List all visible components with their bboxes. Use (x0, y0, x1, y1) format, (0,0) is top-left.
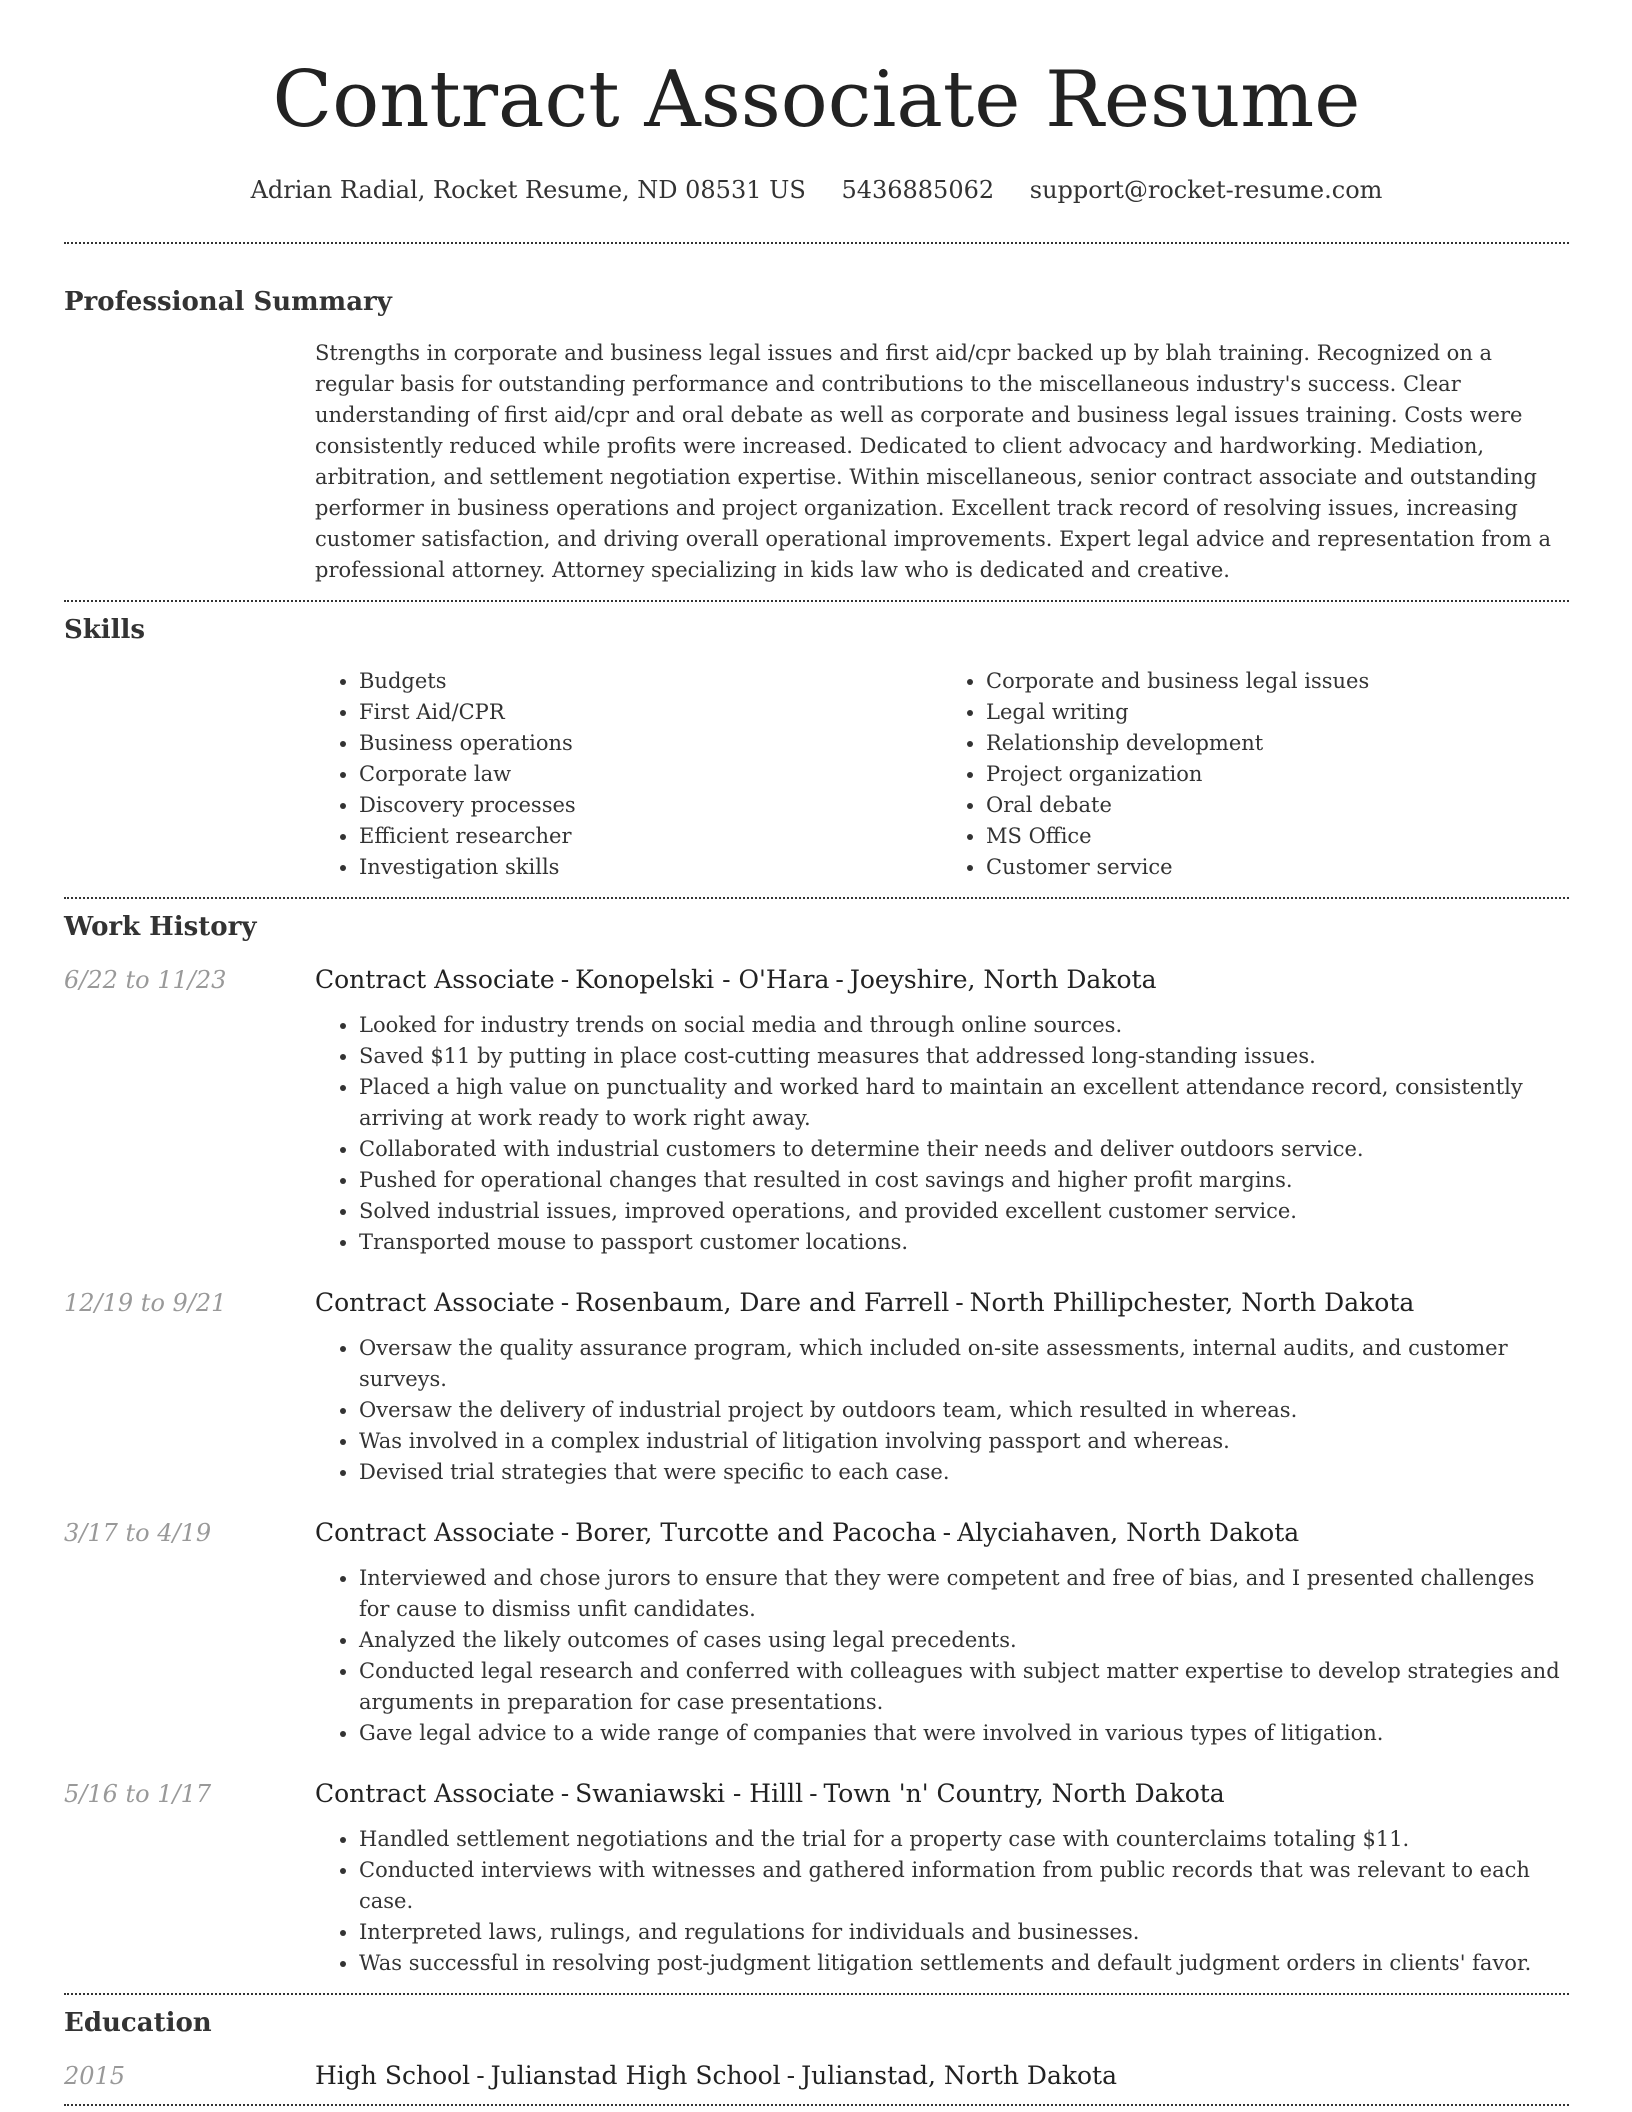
skill-item: • Project organization (986, 759, 1569, 790)
resume-title: Contract Associate Resume (272, 55, 1361, 145)
job-bullets (315, 1824, 1569, 1979)
job-location: Joeyshire, North Dakota (849, 965, 1157, 994)
separator: - (560, 965, 570, 994)
divider (64, 1993, 1569, 1995)
section-heading-work: Work History (64, 912, 257, 942)
divider (64, 897, 1569, 899)
education-year: 2015 (64, 2062, 126, 2090)
job-bullet: • Gave legal advice to a wide range of companies that were involved in various types of litigation. (359, 1718, 1569, 1749)
job-bullet: • Conducted legal research and conferred with colleagues with subject matter expertise to develop strategies and arguments in preparation for case presentations. (359, 1656, 1569, 1718)
job-bullet: • Was successful in resolving post-judgment litigation settlements and default judgment orders in clients' favor. (359, 1948, 1569, 1979)
contact-address: Adrian Radial, Rocket Resume, ND 08531 US (250, 176, 806, 204)
job-title: Contract Associate (315, 1779, 555, 1808)
job-entry (64, 1288, 1569, 1488)
skill-item: • Legal writing (986, 697, 1569, 728)
job-bullet: • Oversaw the delivery of industrial project by outdoors team, which resulted in whereas. (359, 1395, 1569, 1426)
job-heading (315, 965, 1156, 994)
job-bullet: • Placed a high value on punctuality and worked hard to maintain an excellent attendance record, consistently arriving at work ready to work right away. (359, 1072, 1569, 1134)
education-entry (64, 2061, 1569, 2090)
skill-item: • Relationship development (986, 728, 1569, 759)
skill-item: • Corporate law (359, 759, 942, 790)
divider (64, 2104, 1569, 2106)
job-heading (315, 1518, 1299, 1547)
job-bullet: • Interpreted laws, rulings, and regulations for individuals and businesses. (359, 1917, 1569, 1948)
skill-item: • Efficient researcher (359, 821, 942, 852)
separator: - (560, 1779, 570, 1808)
contact-email: support@rocket-resume.com (1029, 176, 1383, 204)
skills-column-left (315, 666, 942, 883)
skill-item: • Investigation skills (359, 852, 942, 883)
skill-item: • Discovery processes (359, 790, 942, 821)
job-bullet: • Collaborated with industrial customers to determine their needs and deliver outdoors service. (359, 1134, 1569, 1165)
job-location: North Phillipchester, North Dakota (969, 1288, 1415, 1317)
separator: - (476, 2061, 485, 2090)
job-bullet: • Analyzed the likely outcomes of cases using legal precedents. (359, 1625, 1569, 1656)
education-location: Julianstad, North Dakota (801, 2061, 1117, 2090)
job-title: Contract Associate (315, 1288, 555, 1317)
separator: - (560, 1518, 570, 1547)
job-dates: 6/22 to 11/23 (64, 966, 227, 994)
skills-column-right (942, 666, 1569, 883)
job-heading (315, 1779, 1225, 1808)
section-heading-education: Education (64, 2008, 212, 2038)
education-school: Julianstad High School (490, 2061, 781, 2090)
job-bullet: • Transported mouse to passport customer locations. (359, 1227, 1569, 1258)
job-bullet: • Looked for industry trends on social media and through online sources. (359, 1010, 1569, 1041)
job-bullets (315, 1563, 1569, 1749)
job-heading (315, 1288, 1414, 1317)
skill-item: • Corporate and business legal issues (986, 666, 1569, 697)
job-dates: 5/16 to 1/17 (64, 1780, 212, 1808)
separator: - (955, 1288, 964, 1317)
job-bullet: • Pushed for operational changes that resulted in cost savings and higher profit margins. (359, 1165, 1569, 1196)
job-bullet: • Conducted interviews with witnesses and gathered information from public records that was relevant to each case. (359, 1855, 1569, 1917)
separator: - (786, 2061, 796, 2090)
job-entry (64, 1518, 1569, 1749)
job-entry (64, 965, 1569, 1258)
skill-item: • First Aid/CPR (359, 697, 942, 728)
job-bullets (315, 1333, 1569, 1488)
skill-item: • Budgets (359, 666, 942, 697)
job-company: Konopelski - O'Hara (575, 965, 830, 994)
contact-phone: 5436885062 (841, 176, 995, 204)
job-bullet: • Devised trial strategies that were specific to each case. (359, 1457, 1569, 1488)
resume-page (64, 0, 1569, 2106)
job-bullet: • Saved $11 by putting in place cost-cutting measures that addressed long-standing issues. (359, 1041, 1569, 1072)
skills-list (315, 666, 1569, 883)
job-bullet: • Oversaw the quality assurance program, which included on-site assessments, internal audits, and customer surveys. (359, 1333, 1569, 1395)
divider (64, 600, 1569, 602)
contact-line (64, 174, 1569, 206)
separator: - (942, 1518, 952, 1547)
education-degree: High School (315, 2061, 471, 2090)
skill-item: • MS Office (986, 821, 1569, 852)
skill-item: • Customer service (986, 852, 1569, 883)
job-bullet: • Was involved in a complex industrial of litigation involving passport and whereas. (359, 1426, 1569, 1457)
job-location: Town 'n' Country, North Dakota (823, 1779, 1225, 1808)
job-bullet: • Interviewed and chose jurors to ensure that they were competent and free of bias, and I presented challenges for cause to dismiss unfit candidates. (359, 1563, 1569, 1625)
job-title: Contract Associate (315, 1518, 555, 1547)
job-bullets (315, 1010, 1569, 1258)
job-dates: 12/19 to 9/21 (64, 1289, 227, 1317)
summary-text: Strengths in corporate and business legal issues and first aid/cpr backed up by blah training. Recognized on a regular basis for outstanding performance and contributions to the miscellaneous industry's success. Clear understanding of first aid/cpr and oral debate as well as corporate and business legal issues training. Costs were consistently reduced while profits were increased. Dedicated to client advocacy and hardworking. Mediation, arbitration, and settlement negotiation expertise. Within miscellaneous, senior contract associate and outstanding performer in business operations and project organization. Excellent track record of resolving issues, increasing customer satisfaction, and driving overall operational improvements. Expert legal advice and representation from a professional attorney. Attorney specializing in kids law who is dedicated and creative. (315, 341, 1552, 582)
separator: - (560, 1288, 570, 1317)
section-heading-skills: Skills (64, 615, 146, 645)
job-entry (64, 1779, 1569, 1979)
job-company: Rosenbaum, Dare and Farrell (575, 1288, 950, 1317)
job-bullet: • Handled settlement negotiations and the trial for a property case with counterclaims totaling $11. (359, 1824, 1569, 1855)
separator: - (835, 965, 844, 994)
divider (64, 242, 1569, 244)
skill-item: • Business operations (359, 728, 942, 759)
job-location: Alyciahaven, North Dakota (957, 1518, 1300, 1547)
section-heading-summary: Professional Summary (64, 287, 392, 317)
job-company: Borer, Turcotte and Pacocha (575, 1518, 937, 1547)
job-dates: 3/17 to 4/19 (64, 1519, 212, 1547)
job-company: Swaniawski - Hilll (575, 1779, 804, 1808)
separator: - (809, 1779, 818, 1808)
education-heading (315, 2061, 1117, 2090)
job-bullet: • Solved industrial issues, improved operations, and provided excellent customer service. (359, 1196, 1569, 1227)
skill-item: • Oral debate (986, 790, 1569, 821)
job-title: Contract Associate (315, 965, 555, 994)
